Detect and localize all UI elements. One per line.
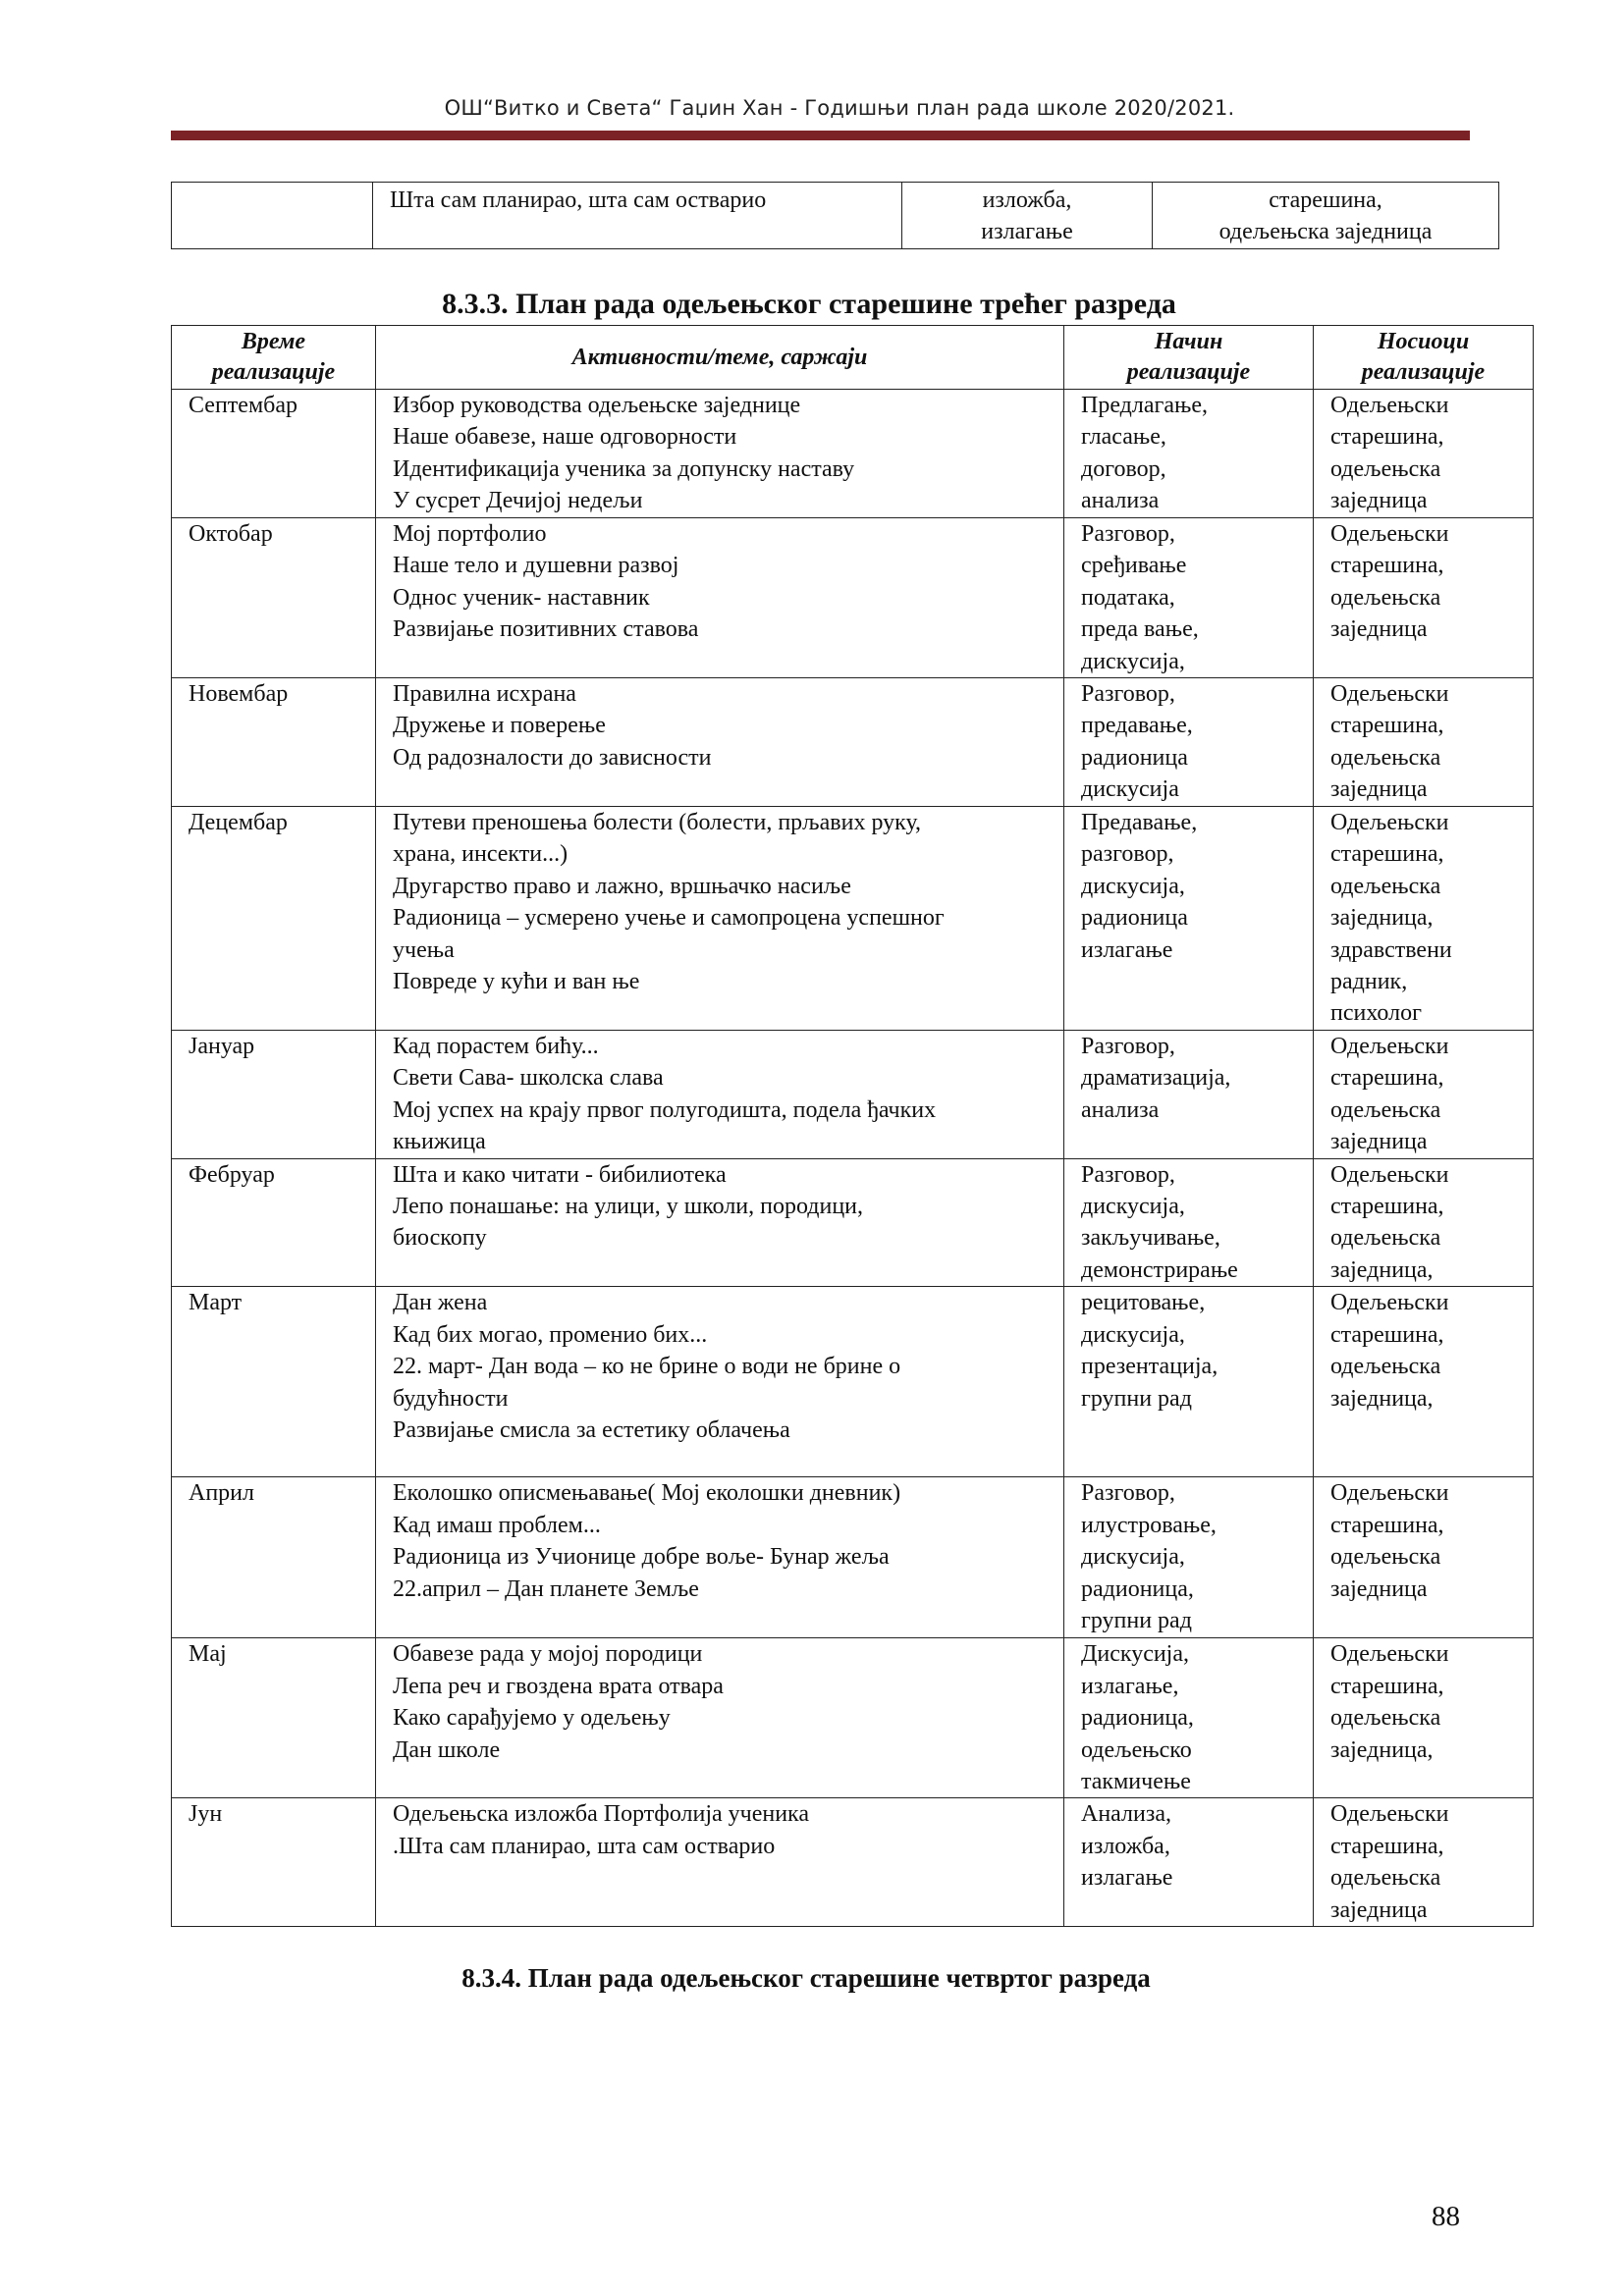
activity-line: будућности xyxy=(393,1385,509,1412)
method-line: података, xyxy=(1081,584,1175,611)
activity-line: књижица xyxy=(393,1129,486,1155)
method-cell xyxy=(1064,1477,1314,1638)
activity-line: Радионица – усмерено учење и самопроцена успешног xyxy=(393,905,945,932)
table-row xyxy=(172,1287,1534,1477)
method-line: Дискусија, xyxy=(1081,1641,1190,1668)
activity-line: Кад порастем бићу... xyxy=(393,1034,599,1060)
method-line: излагање, xyxy=(1081,1673,1179,1699)
carrier-line: одељењска xyxy=(1330,1705,1441,1732)
method-cell xyxy=(1064,1638,1314,1798)
carrier-line: заједница xyxy=(1330,776,1428,803)
activities-cell xyxy=(376,1798,1064,1927)
activities-cell xyxy=(376,1287,1064,1477)
method-line: Разговор, xyxy=(1081,681,1175,708)
method-line: групни рад xyxy=(1081,1607,1192,1633)
method-line: радионица xyxy=(1081,905,1188,932)
activity-line: учења xyxy=(393,936,455,963)
carrier-line: одељењска xyxy=(1330,1865,1441,1892)
month-cell: Мај xyxy=(172,1638,376,1798)
activity-line: 22.април – Дан планете Земље xyxy=(393,1575,699,1602)
carrier-line: старешина, xyxy=(1330,713,1444,739)
method-line: Разговор, xyxy=(1081,1161,1175,1188)
carrier-line: старешина, xyxy=(1330,1512,1444,1538)
carrier-line: Одељењски xyxy=(1330,1290,1449,1316)
method-line: анализа xyxy=(1081,488,1160,514)
month-cell: Фебруар xyxy=(172,1158,376,1287)
carrier-line: Одељењски xyxy=(1330,1801,1449,1828)
carrier-line: старешина, xyxy=(1330,553,1444,579)
method-cell xyxy=(1064,518,1314,678)
carrier-line: Одељењски xyxy=(1330,521,1449,547)
activity-line: Еколошко описмењавање( Мој еколошки дневник) xyxy=(393,1480,901,1507)
method-line: Анализа, xyxy=(1081,1801,1171,1828)
method-line: Разговор, xyxy=(1081,1480,1175,1507)
carrier-line: одељењска xyxy=(1330,1354,1441,1380)
carrier-line: старешина, xyxy=(1330,1321,1444,1348)
carrier-line: старешина, xyxy=(1330,1065,1444,1092)
method-line: одељењско xyxy=(1081,1736,1192,1763)
table-header-row xyxy=(172,326,1534,390)
activity-line: Избор руководства одељењске заједнице xyxy=(393,393,801,418)
carrier-line: Одељењски xyxy=(1330,393,1449,418)
carrier-line: Одељењски xyxy=(1330,681,1449,708)
carrier-line: заједница, xyxy=(1330,905,1434,932)
carrier-line: заједница, xyxy=(1330,1256,1434,1283)
carriers-cell xyxy=(1314,678,1534,807)
carriers-cell xyxy=(1314,390,1534,518)
method-cell xyxy=(1064,678,1314,807)
activity-line: Дан жена xyxy=(393,1290,488,1316)
column-header-activities: Активности/теме, саржаји xyxy=(376,326,1064,390)
activity-line: Развијање смисла за естетику облачења xyxy=(393,1416,790,1443)
carrier-line: психолог xyxy=(1330,1000,1422,1027)
table-row xyxy=(172,678,1534,807)
method-line: Разговор, xyxy=(1081,1034,1175,1060)
method-cell xyxy=(1064,1798,1314,1927)
month-cell: Јануар xyxy=(172,1031,376,1159)
carriers-cell xyxy=(1314,1287,1534,1477)
method-line: преда вање, xyxy=(1081,616,1199,643)
method-line: договор, xyxy=(1081,455,1166,482)
method-line: Разговор, xyxy=(1081,521,1175,547)
carrier-line: одељењска xyxy=(1330,1544,1441,1571)
carriers-cell xyxy=(1153,183,1499,249)
activity-line: Мој портфолио xyxy=(393,521,547,547)
method-cell xyxy=(1064,807,1314,1031)
header-divider xyxy=(171,131,1470,140)
carrier-line: одељењска заједница xyxy=(1218,219,1433,245)
method-line: сређивање xyxy=(1081,553,1187,579)
table-row xyxy=(172,1798,1534,1927)
carrier-line: одељењска xyxy=(1330,744,1441,771)
method-line: анализа xyxy=(1081,1096,1160,1123)
activity-line: Повреде у кући и ван ње xyxy=(393,969,640,995)
table-row xyxy=(172,183,1499,249)
method-line: радионица xyxy=(1081,744,1188,771)
activity-line: Развијање позитивних ставова xyxy=(393,616,699,643)
method-line: презентација, xyxy=(1081,1354,1218,1380)
activity-line: Другарство право и лажно, вршњачко насиље xyxy=(393,873,851,899)
method-cell xyxy=(1064,1287,1314,1477)
carrier-line: одељењска xyxy=(1330,1096,1441,1123)
method-line: излагање xyxy=(1081,936,1173,963)
activity-line: Идентификација ученика за допунску наставу xyxy=(393,455,855,482)
method-line: групни рад xyxy=(1081,1385,1192,1412)
carrier-line: заједница, xyxy=(1330,1736,1434,1763)
month-cell: Април xyxy=(172,1477,376,1638)
carrier-line: старешина, xyxy=(1269,187,1382,213)
carrier-line: заједница xyxy=(1330,1575,1428,1602)
column-header-carriers: Носиоци реализације xyxy=(1314,326,1534,390)
activities-cell xyxy=(376,1158,1064,1287)
method-line: демонстрирање xyxy=(1081,1256,1238,1283)
activity-line: Обавезе рада у мојој породици xyxy=(393,1641,703,1668)
carriers-cell xyxy=(1314,1798,1534,1927)
activity-line: храна, инсекти...) xyxy=(393,841,568,868)
carrier-line: старешина, xyxy=(1330,1194,1444,1220)
method-line: предавање, xyxy=(1081,713,1193,739)
carrier-line: здравствени xyxy=(1330,936,1452,963)
method-line: дискусија, xyxy=(1081,1194,1185,1220)
activities-cell xyxy=(376,1031,1064,1159)
activities-cell xyxy=(376,678,1064,807)
activities-cell xyxy=(376,807,1064,1031)
activity-line: Лепо понашање: на улици, у школи, породици, xyxy=(393,1194,864,1220)
activity-line: 22. март- Дан вода – ко не брине о води не брине о xyxy=(393,1354,901,1380)
method-line: дискусија, xyxy=(1081,648,1185,674)
method-cell xyxy=(902,183,1153,249)
carrier-line: Одељењски xyxy=(1330,1480,1449,1507)
activity-line: Лепа реч и гвоздена врата отвара xyxy=(393,1673,724,1699)
next-section-title: 8.3.4. План рада одељењског старешине четвртог разреда xyxy=(461,1963,1151,1993)
method-cell xyxy=(1064,1031,1314,1159)
carrier-line: одељењска xyxy=(1330,873,1441,899)
carrier-line: одељењска xyxy=(1330,455,1441,482)
section-title: 8.3.3. План рада одељењског старешине трећег разреда xyxy=(442,288,1176,320)
carriers-cell xyxy=(1314,1638,1534,1798)
month-cell: Септембар xyxy=(172,390,376,518)
carrier-line: Одељењски xyxy=(1330,1034,1449,1060)
carrier-line: одељењска xyxy=(1330,584,1441,611)
column-header-method: Начин реализације xyxy=(1064,326,1314,390)
carriers-cell xyxy=(1314,1031,1534,1159)
method-line: рецитовање, xyxy=(1081,1290,1206,1316)
activity-line: Наше обавезе, наше одговорности xyxy=(393,424,737,451)
method-line: драматизација, xyxy=(1081,1065,1231,1092)
method-line: изложба, xyxy=(982,187,1072,213)
method-line: закључивање, xyxy=(1081,1225,1220,1252)
activity-line: Кад бих могао, променио бих... xyxy=(393,1321,708,1348)
activities-cell xyxy=(376,1638,1064,1798)
carrier-line: заједница xyxy=(1330,488,1428,514)
page-number: 88 xyxy=(1432,2201,1460,2232)
month-cell: Март xyxy=(172,1287,376,1477)
activity-line: Наше тело и душевни развој xyxy=(393,553,679,579)
carrier-line: одељењска xyxy=(1330,1225,1441,1252)
activities-cell xyxy=(376,518,1064,678)
activity-line: Дружење и поверење xyxy=(393,713,606,739)
carriers-cell xyxy=(1314,1477,1534,1638)
month-cell: Децембар xyxy=(172,807,376,1031)
month-cell: Јун xyxy=(172,1798,376,1927)
method-line: радионица, xyxy=(1081,1575,1194,1602)
method-line: излагање xyxy=(981,219,1073,245)
table-row xyxy=(172,1158,1534,1287)
carriers-cell xyxy=(1314,1158,1534,1287)
activity-line: Свети Сава- школска слава xyxy=(393,1065,664,1092)
method-line: Предавање, xyxy=(1081,810,1198,836)
document-header: ОШ“Витко и Света“ Гаџин Хан - Годишњи план рада школе 2020/2021. xyxy=(444,96,1235,120)
carriers-cell xyxy=(1314,518,1534,678)
carrier-line: заједница xyxy=(1330,616,1428,643)
activity-line: Мој успех на крају првог полугодишта, подела ђачких xyxy=(393,1096,937,1123)
table-row xyxy=(172,1638,1534,1798)
activity-line: Радионица из Учионице добре воље- Бунар жеља xyxy=(393,1544,890,1571)
method-line: гласање, xyxy=(1081,424,1166,451)
method-line: изложба, xyxy=(1081,1833,1170,1859)
carrier-line: Одељењски xyxy=(1330,1161,1449,1188)
activity-line: Како сарађујемо у одељењу xyxy=(393,1705,671,1732)
carrier-line: Одељењски xyxy=(1330,810,1449,836)
table-row xyxy=(172,1031,1534,1159)
month-cell: Новембар xyxy=(172,678,376,807)
month-cell: Октобар xyxy=(172,518,376,678)
activity-line: биоскопу xyxy=(393,1225,487,1252)
time-cell xyxy=(172,183,373,249)
method-line: илустровање, xyxy=(1081,1512,1217,1538)
carrier-line: Одељењски xyxy=(1330,1641,1449,1668)
table-row xyxy=(172,807,1534,1031)
activity-line: Однос ученик- наставник xyxy=(393,584,650,611)
method-cell xyxy=(1064,390,1314,518)
activity-line: Дан школе xyxy=(393,1736,501,1763)
method-line: излагање xyxy=(1081,1865,1173,1892)
carrier-line: заједница xyxy=(1330,1129,1428,1155)
carrier-line: старешина, xyxy=(1330,1673,1444,1699)
carrier-line: заједница, xyxy=(1330,1385,1434,1412)
method-line: дискусија xyxy=(1081,776,1179,803)
activity-line: Одељењска изложба Портфолија ученика xyxy=(393,1801,810,1828)
activity-line: Правилна исхрана xyxy=(393,681,576,708)
carrier-line: старешина, xyxy=(1330,1833,1444,1859)
plan-table xyxy=(171,325,1534,1927)
carrier-line: старешина, xyxy=(1330,841,1444,868)
carriers-cell xyxy=(1314,807,1534,1031)
activities-cell xyxy=(376,1477,1064,1638)
activity-line: Шта и како читати - бибилиотека xyxy=(393,1161,727,1188)
method-line: дискусија, xyxy=(1081,1321,1185,1348)
method-line: разговор, xyxy=(1081,841,1174,868)
table-row xyxy=(172,518,1534,678)
method-line: радионица, xyxy=(1081,1705,1194,1732)
carrier-line: радник, xyxy=(1330,969,1408,995)
activity-line: Путеви преношења болести (болести, прљавих руку, xyxy=(393,810,922,836)
column-header-time: Време реализације xyxy=(172,326,376,390)
continuation-table xyxy=(171,182,1499,249)
activity-line: У сусрет Дечијој недељи xyxy=(393,488,643,514)
table-row xyxy=(172,1477,1534,1638)
activity-cell: Шта сам планирао, шта сам остварио xyxy=(373,183,902,249)
table-row xyxy=(172,390,1534,518)
method-line: дискусија, xyxy=(1081,1544,1185,1571)
carrier-line: старешина, xyxy=(1330,424,1444,451)
activity-line: Од радозналости до зависности xyxy=(393,744,712,771)
method-line: такмичење xyxy=(1081,1768,1191,1794)
activities-cell xyxy=(376,390,1064,518)
method-cell xyxy=(1064,1158,1314,1287)
method-line: дискусија, xyxy=(1081,873,1185,899)
method-line: Предлагање, xyxy=(1081,393,1209,418)
activity-line: .Шта сам планирао, шта сам остварио xyxy=(393,1833,776,1859)
carrier-line: заједница xyxy=(1330,1896,1428,1923)
activity-line: Кад имаш проблем... xyxy=(393,1512,601,1538)
